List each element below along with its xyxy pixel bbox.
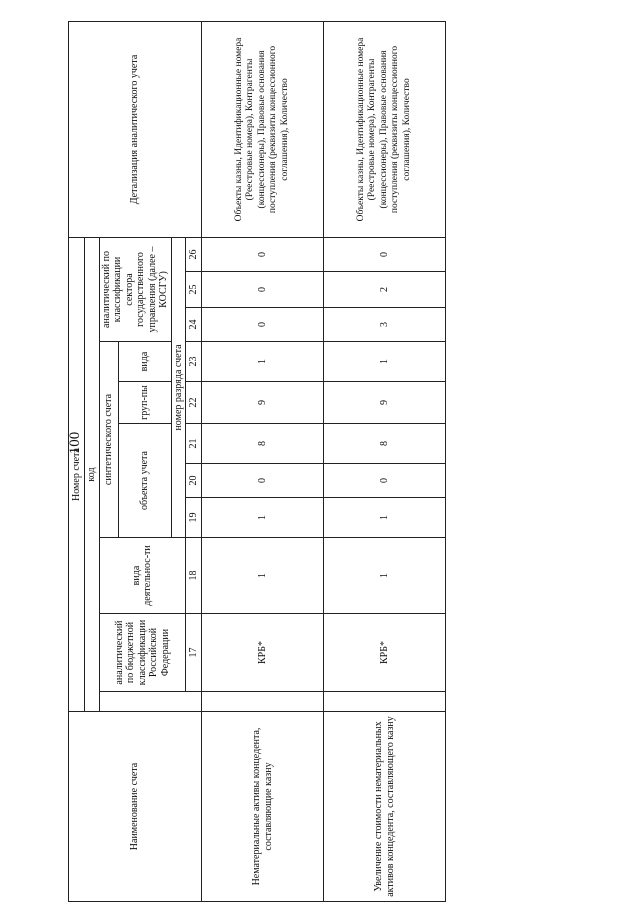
header-object: объекта учета: [118, 424, 171, 538]
cell: 2: [324, 272, 446, 308]
header-kosgu: аналитический по классификации сектора государственного управления (далее – КОСГУ): [99, 237, 171, 341]
cell: 1: [324, 538, 446, 614]
row-name: Увеличение стоимости нематериальных активов концедента, составляющего казну: [324, 712, 446, 902]
column-number: 23: [186, 342, 202, 382]
header-detail: Детализация аналитического учета: [69, 21, 202, 237]
header-code: код: [85, 237, 100, 711]
header-spacer: [99, 692, 202, 712]
column-number: 24: [186, 308, 202, 342]
header-analytical-bk: аналитический по бюджетной классификации Российской Федерации: [99, 614, 186, 692]
cell: КРБ*: [324, 614, 446, 692]
column-number: 18: [186, 538, 202, 614]
header-group: груп-пы: [118, 382, 171, 424]
cell: 1: [202, 538, 324, 614]
row-detail: Объекты казны, Идентификационные номера (Реестровые номера), Контрагенты (концессионеры), Правовые основания поступления (реквизиты концессионного соглашения), Количество: [202, 21, 324, 237]
column-number: 21: [186, 424, 202, 464]
cell: 1: [202, 498, 324, 538]
header-activity-type: вида деятельнос-ти: [99, 538, 186, 614]
accounts-table: [68, 21, 446, 902]
row-spacer: [324, 692, 446, 712]
page-number: 100: [67, 431, 83, 455]
cell: 9: [324, 382, 446, 424]
column-number: 22: [186, 382, 202, 424]
header-type: вида: [118, 342, 171, 382]
row-detail: Объекты казны, Идентификационные номера (Реестровые номера), Контрагенты (концессионеры), Правовые основания поступления (реквизиты концессионного соглашения), Количество: [324, 21, 446, 237]
header-category-number: номер разряда счета: [171, 237, 186, 537]
header-account-number: Номер счета: [69, 237, 85, 711]
cell: 0: [324, 237, 446, 271]
cell: 8: [202, 424, 324, 464]
cell: 3: [324, 308, 446, 342]
column-number: 20: [186, 464, 202, 498]
table-row: [324, 21, 446, 901]
cell: 0: [202, 237, 324, 271]
cell: КРБ*: [202, 614, 324, 692]
cell: 0: [324, 464, 446, 498]
table-row: [202, 21, 324, 901]
column-number: 19: [186, 498, 202, 538]
header-account-name: Наименование счета: [69, 712, 202, 902]
cell: 1: [324, 342, 446, 382]
row-name: Нематериальные активы концедента, составляющие казну: [202, 712, 324, 902]
cell: 0: [202, 272, 324, 308]
cell: 1: [324, 498, 446, 538]
column-number: 25: [186, 272, 202, 308]
column-number: 17: [186, 614, 202, 692]
column-number: 26: [186, 237, 202, 271]
header-synthetic: синтетического счета: [99, 342, 118, 538]
cell: 9: [202, 382, 324, 424]
cell: 0: [202, 464, 324, 498]
cell: 1: [202, 342, 324, 382]
row-spacer: [202, 692, 324, 712]
cell: 0: [202, 308, 324, 342]
cell: 8: [324, 424, 446, 464]
rotated-table-container: [68, 22, 446, 902]
